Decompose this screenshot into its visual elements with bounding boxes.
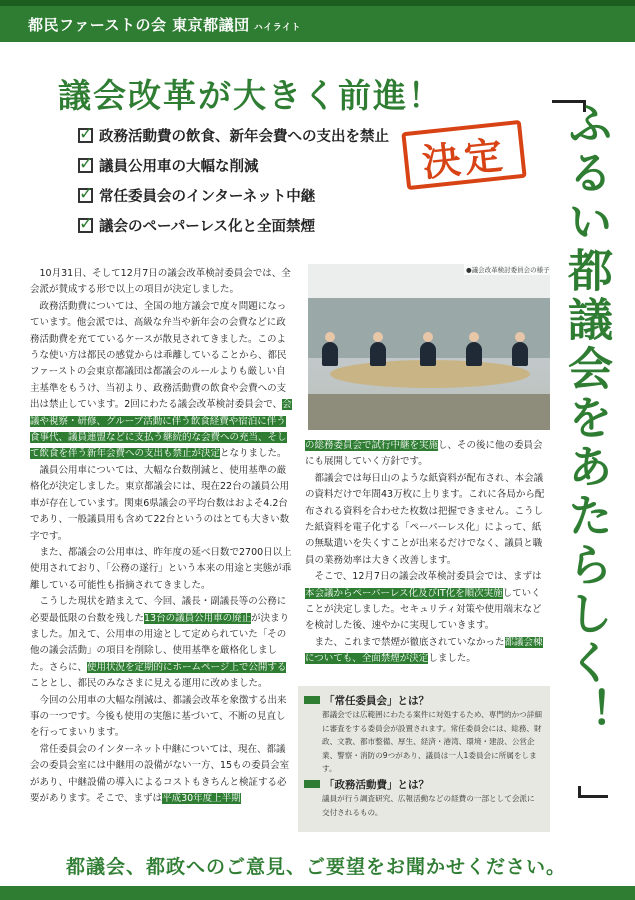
text-run: していくことが決定しました。セキュリティ対策や使用端末などを検討した後、速やかに実現していきます。 [305,587,542,632]
left-column [30,266,294,807]
vertical-slogan: ふるい都議会をあたらしく！ [560,100,613,737]
header-bar [0,0,635,42]
paragraph [305,635,549,668]
highlight: の総務委員会で試行中継を実施 [305,440,439,451]
text-run: 常任委員会のインターネット中継については、現在、都議会の委員会室には中継用の設備がない一方、15もの委員会室があり、中継設備の導入によるコストもきちんと検証する必要があります。そこで、まずは [30,743,290,804]
paragraph: 議員公用車については、大幅な台数削減と、使用基準の厳格化が決定しました。東京都議会には、現在22台の議員公用車が存在しています。関東6県議会の平均台数はおよそ4.2台であり、一般議員用も含めて22台というのはとても大きい数字です。 [30,464,290,542]
check-item [78,122,408,148]
paragraph: 10月31日、そして12月7日の議会改革検討委員会では、全会派が賛成する形で以上の項目が決定しました。 [30,268,291,296]
right-column [305,438,549,668]
check-item-label: 議会のペーパーレス化と全面禁煙 [99,218,316,235]
glossary-term: 「常任委員会」とは？ [324,694,429,707]
highlight: 平成30年度上半期 [162,793,241,804]
heading-marker-icon [304,780,320,788]
paragraph [305,569,549,635]
decision-stamp: 決定 [401,120,526,190]
paragraph [30,742,294,808]
highlight: 使用状況を定期的にホームページ上で公開する [87,661,287,673]
check-item [78,182,408,208]
footer-bar [0,886,635,900]
paragraph: また、都議会の公用車は、昨年度の延べ日数で2700日以上使用されており、「公務の遂行」という本来の用途と実態が乖離している可能性も指摘されてきました。 [30,546,292,591]
glossary-heading [304,692,550,708]
person-figure [322,342,338,366]
glossary-text: 都議会では広範囲にわたる案件に対処するため、専門的かつ詳細に審査をする委員会が設置されます。常任委員会には、総務、財政、文教、都市整備、厚生、経済・港湾、環境・建設、公営企業、警察・消防の9つがあり、議員は一人1委員会に所属をします。 [322,710,542,773]
check-item-label: 議員公用車の大幅な削減 [99,158,259,175]
checklist [78,122,408,242]
text-run: こうした現状を踏まえて、今回、議長・副議長等の公務に必要最低限の台数を残した [30,596,287,624]
highlight: 都議会棟についても、全面禁煙が決定 [305,636,543,665]
text-run: しました。 [428,653,476,665]
glossary-entry [298,692,550,776]
check-item-label: 政務活動費の飲食、新年会費への支出を禁止 [99,128,389,145]
glossary-heading [304,776,550,792]
checkbox-icon [78,158,93,173]
person-figure [370,342,386,366]
paragraph: 今回の公用車の大幅な削減は、都議会改革を象徴する出来事の一つです。今後も使用の実態に基づいて、不断の見直しを行ってまいります。 [30,694,287,739]
org-subtitle: ハイライト [253,23,301,33]
person-figure [466,342,482,366]
glossary-entry [298,776,550,819]
check-item-label: 常任委員会のインターネット中継 [99,188,316,205]
meeting-photo [308,264,550,430]
photo-caption: ●議会改革検討委員会の様子 [466,266,550,274]
text-run: し、その後に他の委員会にも展開していく方針です。 [305,440,543,468]
glossary-box [298,686,550,832]
photo-floor [308,394,550,430]
checkbox-icon [78,218,93,233]
paragraph [30,299,294,463]
text-run: 政務活動費については、全国の地方議会で度々問題になっています。他会派では、高級な弁当や新年会の会費などに政務活動費を充てているケースが散見されてきました。このような使い方は都民の感覚からは乖離していることから、都民ファーストの会東京都議団は都議会のルールよりも厳しい自主基準をもうけ、当初より、政務活動費の飲食や会費への支出は禁止しています。2回にわたる議会改革検討委員会で、 [30,300,287,411]
header-band [0,0,635,6]
text-run: そこで、12月7日の議会改革検討委員会では、まずは [314,571,542,583]
text-run: となりました。 [220,448,287,460]
text-run: こととし、都民のみなさまに見える運用に改めました。 [30,678,268,690]
footer-message: 都議会、都政へのご意見、ご要望をお聞かせください。 [66,856,567,878]
highlight: 会議や視察・研修、グループ活動に伴う飲食経費や宿泊に伴う食事代、議員連盟などに支払う継続的な会費への充当、そして飲食を伴う新年会費への支出も禁止が決定 [30,399,292,460]
check-item [78,212,408,238]
person-figure [420,342,436,366]
bracket-close [578,786,608,798]
glossary-text: 議員が行う調査研究、広報活動などの経費の一部として会派に交付されるもの。 [322,794,535,817]
org-name: 都民ファーストの会 東京都議団 [28,16,250,34]
paragraph [30,594,294,692]
heading-marker-icon [304,696,320,704]
checkbox-icon [78,128,93,143]
paragraph: 都議会では毎日山のような紙資料が配布され、本会議の資料だけで年間43万枚に上ります。これに各局から配布される資料を合わせた枚数は把握できません。こうした紙資料を電子化する「ペーパーレス化」によって、紙の無駄遣いを失くすことが出来るだけでなく、議員と職員の業務効率は大きく改善します。 [305,472,545,566]
text-run: また、これまで禁煙が徹底されていなかった [314,636,505,648]
glossary-term: 「政務活動費」とは？ [324,778,429,791]
person-figure [512,342,528,366]
org-title [28,14,301,35]
highlight: 13台の議員公用車の廃止 [144,612,252,624]
check-item [78,152,408,178]
checkbox-icon [78,188,93,203]
page-headline: 議会改革が大きく前進！ [58,76,443,115]
paragraph [305,438,549,471]
highlight: 本会議からペーパーレス化及びIT化を順次実施 [305,587,503,599]
text-run: が決まりました。加えて、公用車の用途として定められていた「その他の議会活動」の項目を削除し、使用基準を厳格化しました。さらに、 [30,612,290,673]
